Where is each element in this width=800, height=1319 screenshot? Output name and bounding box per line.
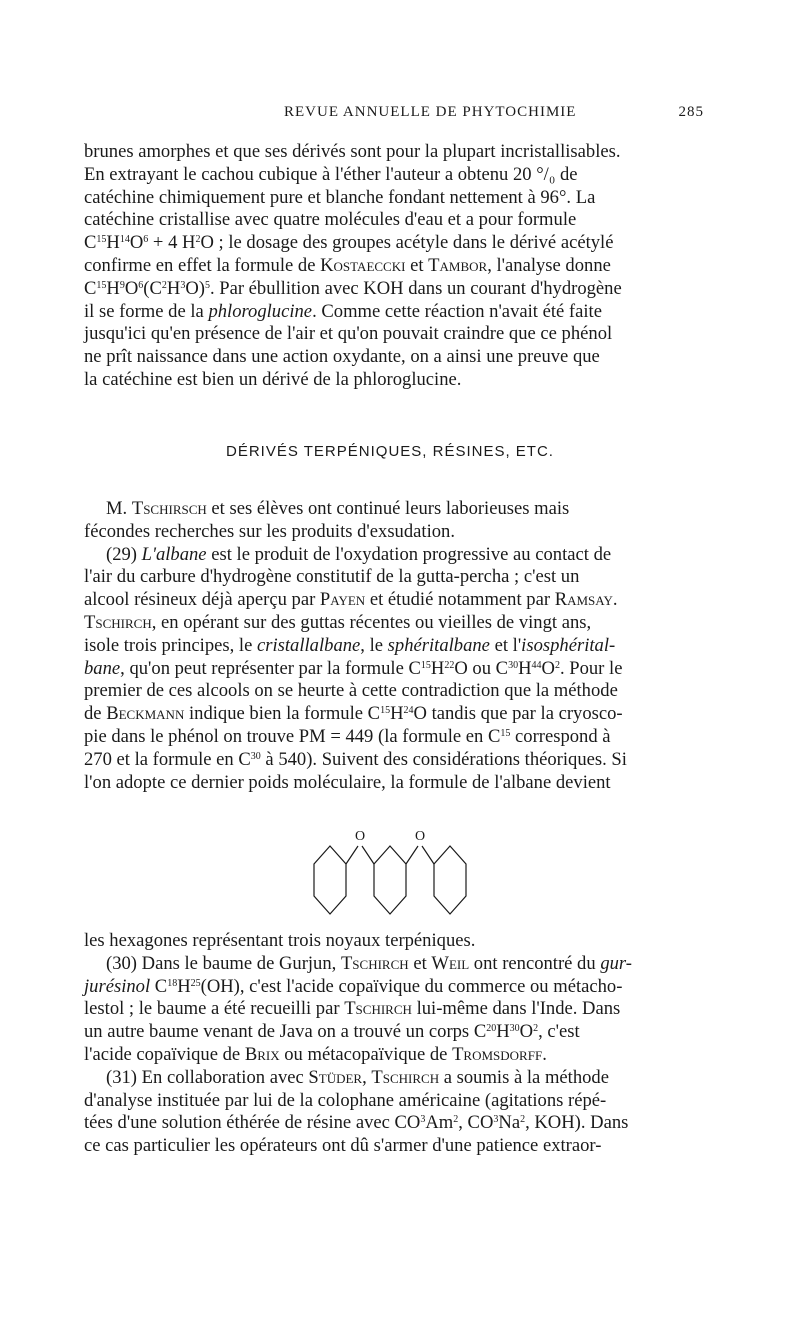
text-line: confirme en effet la formule de Kostaeccki et Tambor, l'analyse donne xyxy=(84,254,611,276)
text-line: catéchine cristallise avec quatre molécules d'eau et a pour formule xyxy=(84,209,577,231)
text-line: lestol ; le baume a été recueilli par Tschirch lui-même dans l'Inde. Dans xyxy=(84,998,621,1020)
text-line: l'on adopte ce dernier poids moléculaire, la formule de l'albane devient xyxy=(84,771,611,793)
oxygen-bond xyxy=(346,846,358,864)
text-line: tées d'une solution éthérée de résine avec $CO^3Am^2$, $CO^3Na^2$, KOH). Dans xyxy=(84,1112,629,1134)
text-line: En extrayant le cachou cubique à l'éther l'auteur a obtenu 20 °/₀ de xyxy=(84,163,578,185)
text-line: 270 et la formule en $C^{30}$ à 540). Suivent des considérations théoriques. Si xyxy=(84,748,627,770)
text-line: fécondes recherches sur les produits d'exsudation. xyxy=(84,520,455,542)
oxygen-label: O xyxy=(354,829,366,844)
text-line: d'analyse instituée par lui de la colophane américaine (agitations répé- xyxy=(84,1089,607,1111)
author-name: Tschirsch xyxy=(131,498,207,519)
author-name: Stüder xyxy=(308,1066,363,1088)
paragraph-catechine xyxy=(84,141,696,392)
author-name: Brix xyxy=(244,1043,280,1065)
text-line: jurésinol $C^{18}H^{25}(OH)$, c'est l'acide copaïvique du commerce ou métacho- xyxy=(84,975,623,997)
oxygen-label: O xyxy=(414,829,426,844)
text-line: (30) Dans le baume de Gurjun, Tschirch et Weil ont rencontré du gur- xyxy=(106,952,632,974)
paragraph-30-31 xyxy=(84,930,696,1158)
text-line: un autre baume venant de Java on a trouvé un corps $C^{20}H^{30}O^2$, c'est xyxy=(84,1021,580,1043)
text-line: l'air du carbure d'hydrogène constitutif de la gutta-percha ; c'est un xyxy=(84,566,580,588)
terpene-hexagon xyxy=(314,846,346,914)
text-line: Tschirch, en opérant sur des guttas récentes ou vieilles de vingt ans, xyxy=(84,611,592,633)
text-line: catéchine chimiquement pure et blanche fondant nettement à 96°. La xyxy=(84,186,596,208)
section-title: DÉRIVÉS TERPÉNIQUES, RÉSINES, ETC. xyxy=(226,443,554,460)
text-line: bane, qu'on peut représenter par la formule $C^{15}H^{22}O$ ou $C^{30}H^{44}O^2$. Pour le xyxy=(84,657,623,679)
author-name: Tschirch xyxy=(340,952,409,974)
text-line: ce cas particulier les opérateurs ont dû s'armer d'une patience extraor- xyxy=(84,1135,602,1157)
terpene-hexagon xyxy=(374,846,406,914)
author-name: Tschirch xyxy=(84,611,152,633)
albane-structure-svg xyxy=(300,818,480,918)
text-line: pie dans le phénol on trouve PM = 449 (la formule en $C^{15}$ correspond à xyxy=(84,725,611,747)
text-line: (29) L'albane est le produit de l'oxydation progressive au contact de xyxy=(106,543,612,565)
text-line: l'acide copaïvique de Brix ou métacopaïvique de Tromsdorff. xyxy=(84,1043,547,1065)
running-head-title: REVUE ANNUELLE DE PHYTOCHIMIE xyxy=(284,104,577,120)
author-name: Tschirch xyxy=(371,1066,440,1088)
text-line: ne prît naissance dans une action oxydante, on a ainsi une preuve que xyxy=(84,346,600,368)
author-name: Beckmann xyxy=(106,703,185,725)
text-line: M. Tschirsch et ses élèves ont continué leurs laborieuses mais xyxy=(106,498,570,519)
terpene-hexagon xyxy=(434,846,466,914)
author-name: Ramsay xyxy=(554,589,613,611)
text-line: (31) En collaboration avec Stüder, Tschirch a soumis à la méthode xyxy=(106,1066,609,1088)
text-line: les hexagones représentant trois noyaux terpéniques. xyxy=(84,930,476,951)
author-name: Tschirch xyxy=(344,998,412,1020)
text-line: $C^{15}H^{14}O^6 + 4$ $H^2O$ ; le dosage des groupes acétyle dans le dérivé acétylé xyxy=(84,232,614,254)
author-name: Payen xyxy=(319,589,366,611)
text-line: jusqu'ici qu'en présence de l'air et qu'on pouvait craindre que ce phénol xyxy=(84,323,613,345)
author-name: Tromsdorff xyxy=(452,1043,543,1065)
text-line: brunes amorphes et que ses dérivés sont pour la plupart incristallisables. xyxy=(84,141,621,162)
text-line: alcool résineux déjà aperçu par Payen et étudié notamment par Ramsay. xyxy=(84,589,618,611)
oxygen-bond xyxy=(362,846,374,864)
text-line: isole trois principes, le cristallalbane, le sphéritalbane et l'isosphérital- xyxy=(84,634,616,656)
oxygen-bond xyxy=(422,846,434,864)
page-number: 285 xyxy=(678,104,704,120)
text-line: la catéchine est bien un dérivé de la phloroglucine. xyxy=(84,368,462,390)
text-line: premier de ces alcools on se heurte à cette contradiction que la méthode xyxy=(84,680,618,702)
oxygen-bond xyxy=(406,846,418,864)
paragraph-intro-29 xyxy=(84,498,696,794)
author-name: Kostaeccki xyxy=(320,254,406,276)
albane-structure-diagram xyxy=(300,818,480,918)
author-name: Weil xyxy=(431,952,470,974)
text-line: il se forme de la phloroglucine. Comme cette réaction n'avait été faite xyxy=(84,300,602,322)
author-name: Tambor xyxy=(428,254,488,276)
text-line: de Beckmann indique bien la formule $C^{15}H^{24}O$ tandis que par la cryosco- xyxy=(84,703,623,725)
text-line: $C^{15}H^9O^6(C^2H^3O)^5$. Par ébullition avec KOH dans un courant d'hydrogène xyxy=(84,277,622,299)
